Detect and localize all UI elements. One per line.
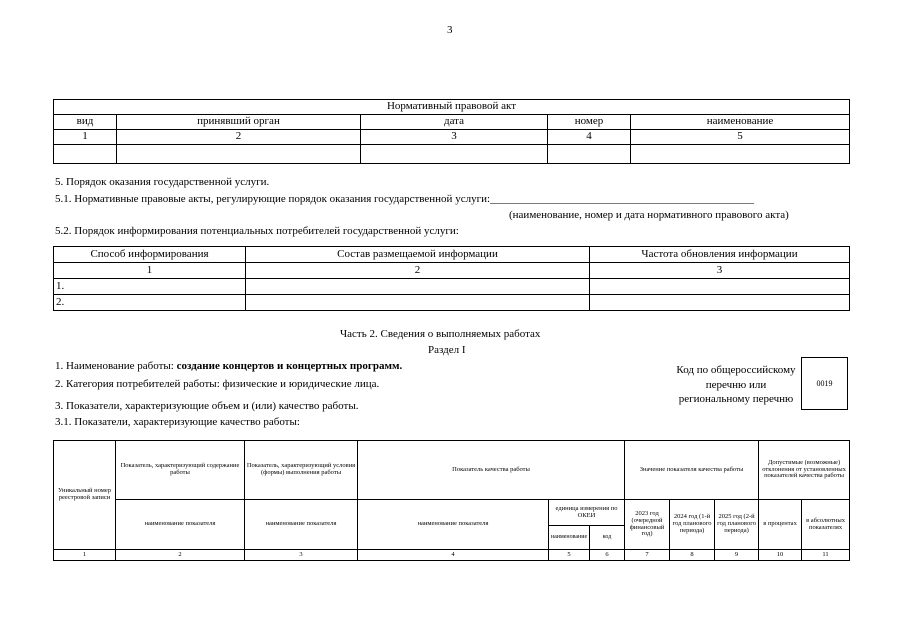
npa-col-number: 1 — [54, 130, 117, 145]
section5-1-note: (наименование, номер и дата нормативного правового акта) — [509, 209, 789, 221]
quality-col-number: 2 — [116, 550, 245, 561]
quality-header-deviation: Допустимые (возможные) отклонения от установленных показателей качества работы — [759, 441, 850, 500]
npa-col-number: 5 — [631, 130, 850, 145]
quality-col-number: 11 — [802, 550, 850, 561]
npa-header-number: номер — [548, 115, 631, 130]
code-label-line: Код по общероссийскому — [676, 364, 796, 376]
info-header-frequency: Частота обновления информации — [590, 247, 850, 263]
quality-col-number: 7 — [625, 550, 670, 561]
info-empty-cell — [590, 295, 850, 311]
npa-table — [53, 99, 850, 164]
part2-title: Часть 2. Сведения о выполняемых работах — [340, 328, 541, 340]
part2-section: Раздел I — [428, 344, 466, 356]
info-col-number: 3 — [590, 263, 850, 279]
code-value: 0019 — [816, 379, 833, 388]
quality-year-2024: 2024 год (1-й год планового периода) — [670, 500, 715, 550]
quality-col-number: 1 — [54, 550, 116, 561]
quality-header-content: Показатель, характеризующий содержание работы — [116, 441, 245, 500]
info-row-label: 1. — [54, 279, 246, 295]
info-empty-cell — [246, 279, 590, 295]
part2-item3: 3. Показатели, характеризующие объем и (или) качество работы. — [55, 400, 359, 412]
quality-header-unique-record: Уникальный номер реестровой записи — [54, 441, 116, 550]
info-empty-cell — [590, 279, 850, 295]
npa-header-name: наименование — [631, 115, 850, 130]
quality-header-value: Значение показателя качества работы — [625, 441, 759, 500]
code-value-box — [801, 357, 848, 410]
info-row-label: 2. — [54, 295, 246, 311]
code-label-line: региональному перечню — [678, 393, 794, 405]
part2-item1 — [55, 360, 402, 372]
quality-col-number: 3 — [245, 550, 358, 561]
npa-table-title: Нормативный правовой акт — [54, 100, 850, 115]
quality-table — [53, 440, 850, 561]
quality-header-conditions: Показатель, характеризующий условия (формы) выполнения работы — [245, 441, 358, 500]
quality-year-2023: 2023 год (очередной финансовый год) — [625, 500, 670, 550]
section5-1-text: 5.1. Нормативные правовые акты, регулирующие порядок оказания государственной услуги:________________________________________________ — [55, 193, 755, 205]
info-header-method: Способ информирования — [54, 247, 246, 263]
info-col-number: 1 — [54, 263, 246, 279]
quality-col-number: 6 — [590, 550, 625, 561]
quality-col-number: 8 — [670, 550, 715, 561]
code-label — [672, 363, 800, 407]
quality-col-number: 10 — [759, 550, 802, 561]
quality-unit-name: наименование — [549, 526, 590, 550]
quality-year-2025: 2025 год (2-й год планового периода) — [715, 500, 759, 550]
npa-empty-cell — [361, 145, 548, 164]
npa-header-type: вид — [54, 115, 117, 130]
quality-indicator-name: наименование показателя — [245, 500, 358, 550]
npa-empty-cell — [54, 145, 117, 164]
section5-heading: 5. Порядок оказания государственной услуги. — [55, 176, 270, 188]
npa-header-authority: принявший орган — [117, 115, 361, 130]
npa-col-number: 2 — [117, 130, 361, 145]
npa-empty-cell — [631, 145, 850, 164]
npa-empty-cell — [117, 145, 361, 164]
npa-header-date: дата — [361, 115, 548, 130]
code-label-line: перечню или — [705, 378, 767, 391]
npa-col-number: 4 — [548, 130, 631, 145]
item1-label: 1. Наименование работы: — [55, 360, 177, 372]
quality-deviation-percent: в процентах — [759, 500, 802, 550]
section5-2-text: 5.2. Порядок информирования потенциальных потребителей государственной услуги: — [55, 225, 459, 237]
npa-empty-cell — [548, 145, 631, 164]
quality-unit-code: код — [590, 526, 625, 550]
info-empty-cell — [246, 295, 590, 311]
quality-col-number: 9 — [715, 550, 759, 561]
part2-item3-1: 3.1. Показатели, характеризующие качество работы: — [55, 416, 300, 428]
info-table — [53, 246, 850, 311]
quality-header-quality: Показатель качества работы — [358, 441, 625, 500]
info-header-content: Состав размещаемой информации — [246, 247, 590, 263]
item1-value: создание концертов и концертных программ. — [176, 360, 403, 372]
page-number: 3 — [447, 24, 453, 36]
quality-col-number: 5 — [549, 550, 590, 561]
quality-unit-okei: единица измерения по ОКЕИ — [549, 500, 625, 526]
info-col-number: 2 — [246, 263, 590, 279]
quality-deviation-absolute: в абсолютных показателях — [802, 500, 850, 550]
part2-item2: 2. Категория потребителей работы: физические и юридические лица. — [55, 378, 380, 390]
quality-indicator-name: наименование показателя — [358, 500, 549, 550]
npa-col-number: 3 — [361, 130, 548, 145]
quality-col-number: 4 — [358, 550, 549, 561]
quality-indicator-name: наименование показателя — [116, 500, 245, 550]
